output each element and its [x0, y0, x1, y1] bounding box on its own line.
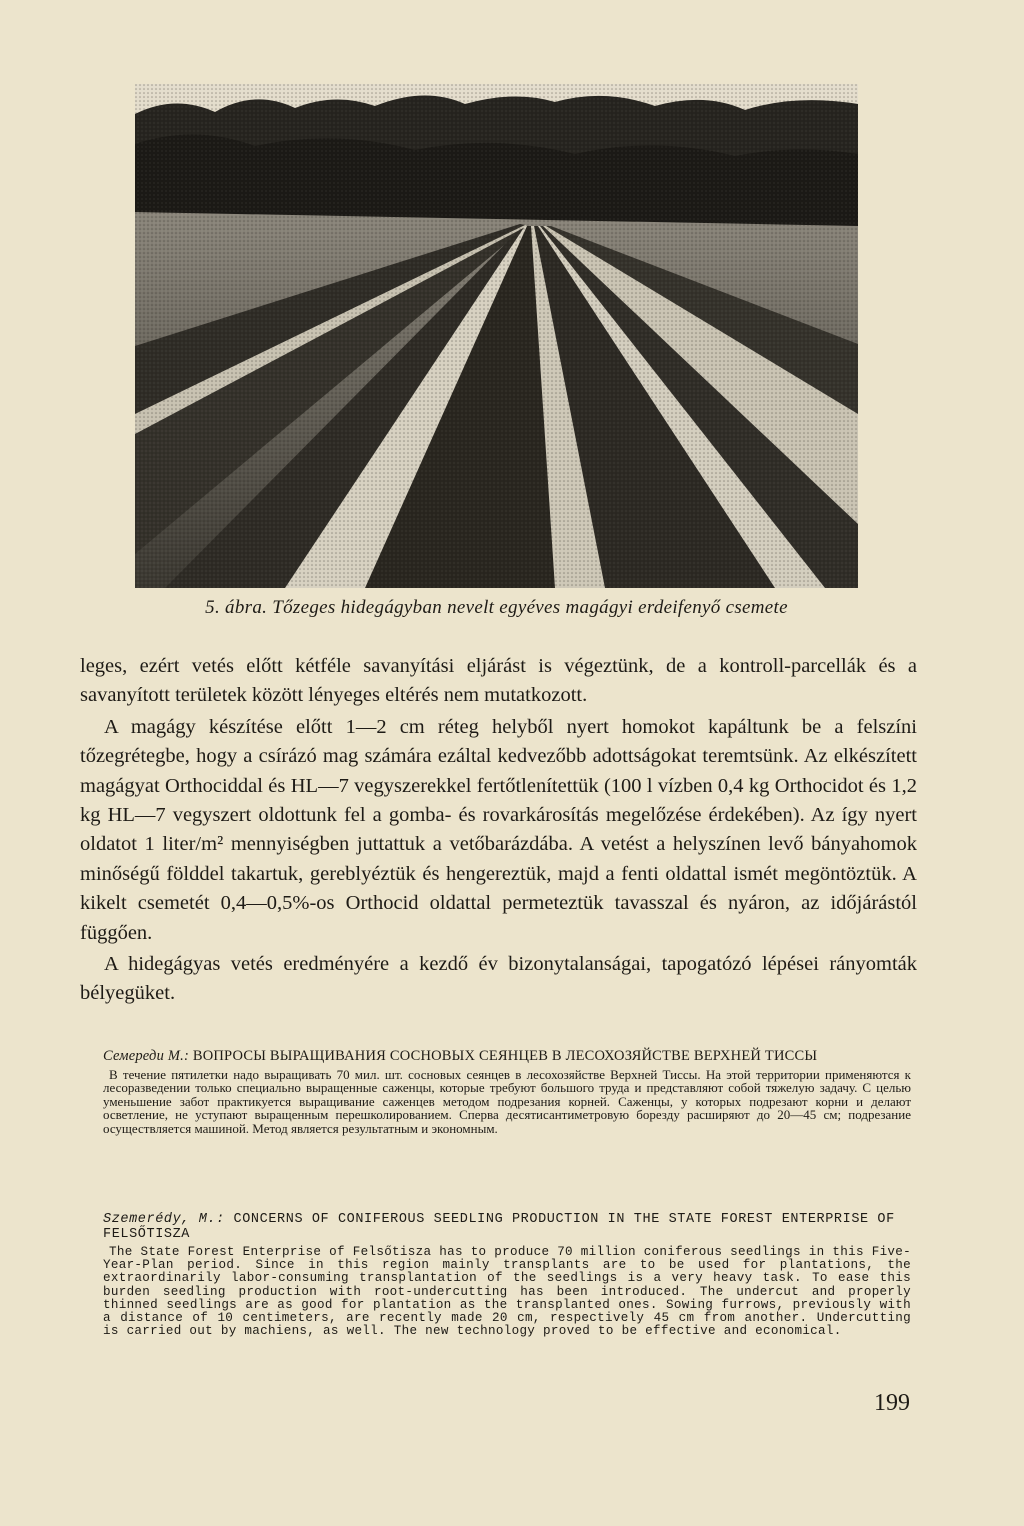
body-text	[80, 652, 917, 1009]
summary-english	[103, 1212, 911, 1338]
summary-heading	[103, 1212, 911, 1242]
summary-author: Семереди М.:	[103, 1048, 190, 1064]
summary-text: В течение пятилетки надо выращивать 70 мил. шт. сосновых сеянцев в лесохозяйстве Верхней Тиссы. На этой территории применяются к лесоразведении только специально выращенные саженцы, которые требуют большого труда и представляют собой тяжелую задачу. С целью уменьшение забот практикуется выращивание саженцев методом подрезания корней. Саженцы, у которых подрезают корни и делают осветление, не уступают выращенным перешколированием. Сперва десятисантиметровую борезду расширяют до 20—45 см; подрезание осуществляется машиной. Метод является результатным и экономным.	[103, 1067, 911, 1136]
paragraph: leges, ezért vetés előtt kétféle savanyítási eljárást is végeztünk, de a kontroll-parcellák és a savanyított területek között lényeges eltérés nem mutatkozott.	[80, 655, 917, 707]
summary-title: ВОПРОСЫ ВЫРАЩИВАНИЯ СОСНОВЫХ СЕЯНЦЕВ В ЛЕСОХОЗЯЙСТВЕ ВЕРХНЕЙ ТИССЫ	[189, 1048, 818, 1064]
nursery-photo	[135, 84, 858, 588]
summary-title: CONCERNS OF CONIFEROUS SEEDLING PRODUCTION IN THE STATE FOREST ENTERPRISE OF FELSŐTISZA	[103, 1212, 895, 1242]
paragraph: A magágy készítése előtt 1—2 cm réteg helyből nyert homokot kapáltunk be a felszíni tőzegrétegbe, hogy a csírázó mag számára ezáltal kedvezőbb adottságokat teremtsünk. Az elkészített magágyat Orthociddal és HL—7 vegyszerekkel fertőtlenítettük (100 l vízben 0,4 kg Orthocidot és 1,2 kg HL—7 vegyszert oldottunk fel a gomba- és rovarkárosítás megelőzése érdekében). Az így nyert oldatot 1 liter/m² mennyiségben juttattuk a vetőbarázdába. A vetést a helyszínen levő bányahomok minőségű földdel takartuk, gereblyéztük és hengereztük, majd a fenti oldattal ismét megöntöztük. A kikelt csemetét 0,4—0,5%-os Orthocid oldattal permeteztük tavasszal és nyáron, az időjárástól függően.	[80, 715, 917, 944]
summary-author: Szemerédy, M.:	[103, 1212, 225, 1227]
summary-russian	[103, 1048, 911, 1135]
summary-text: The State Forest Enterprise of Felsőtisza has to produce 70 million coniferous seedlings in this Five-Year-Plan period. Since in this region mainly transplants are to be used for plantations, the extraordinarily labor-consuming transplantation of the seedlings is a very heavy task. To ease this burden seedling production with root-undercutting has been introduced. The undercut and properly thinned seedlings are as good for plantation as the transplanted ones. Sowing furrows, previously with a distance of 10 centimeters, are recently made 20 cm, respectively 45 cm from another. Undercutting is carried out by machiens, as well. The new technology proved to be effective and economical.	[103, 1245, 911, 1339]
paragraph: A hidegágyas vetés eredményére a kezdő év bizonytalanságai, tapogatózó lépései rányomták bélyegüket.	[80, 953, 917, 1005]
summary-heading	[103, 1048, 911, 1064]
page-number: 199	[874, 1390, 910, 1416]
figure-caption: 5. ábra. Tőzeges hidegágyban nevelt egyéves magágyi erdeifenyő csemete	[205, 597, 788, 618]
